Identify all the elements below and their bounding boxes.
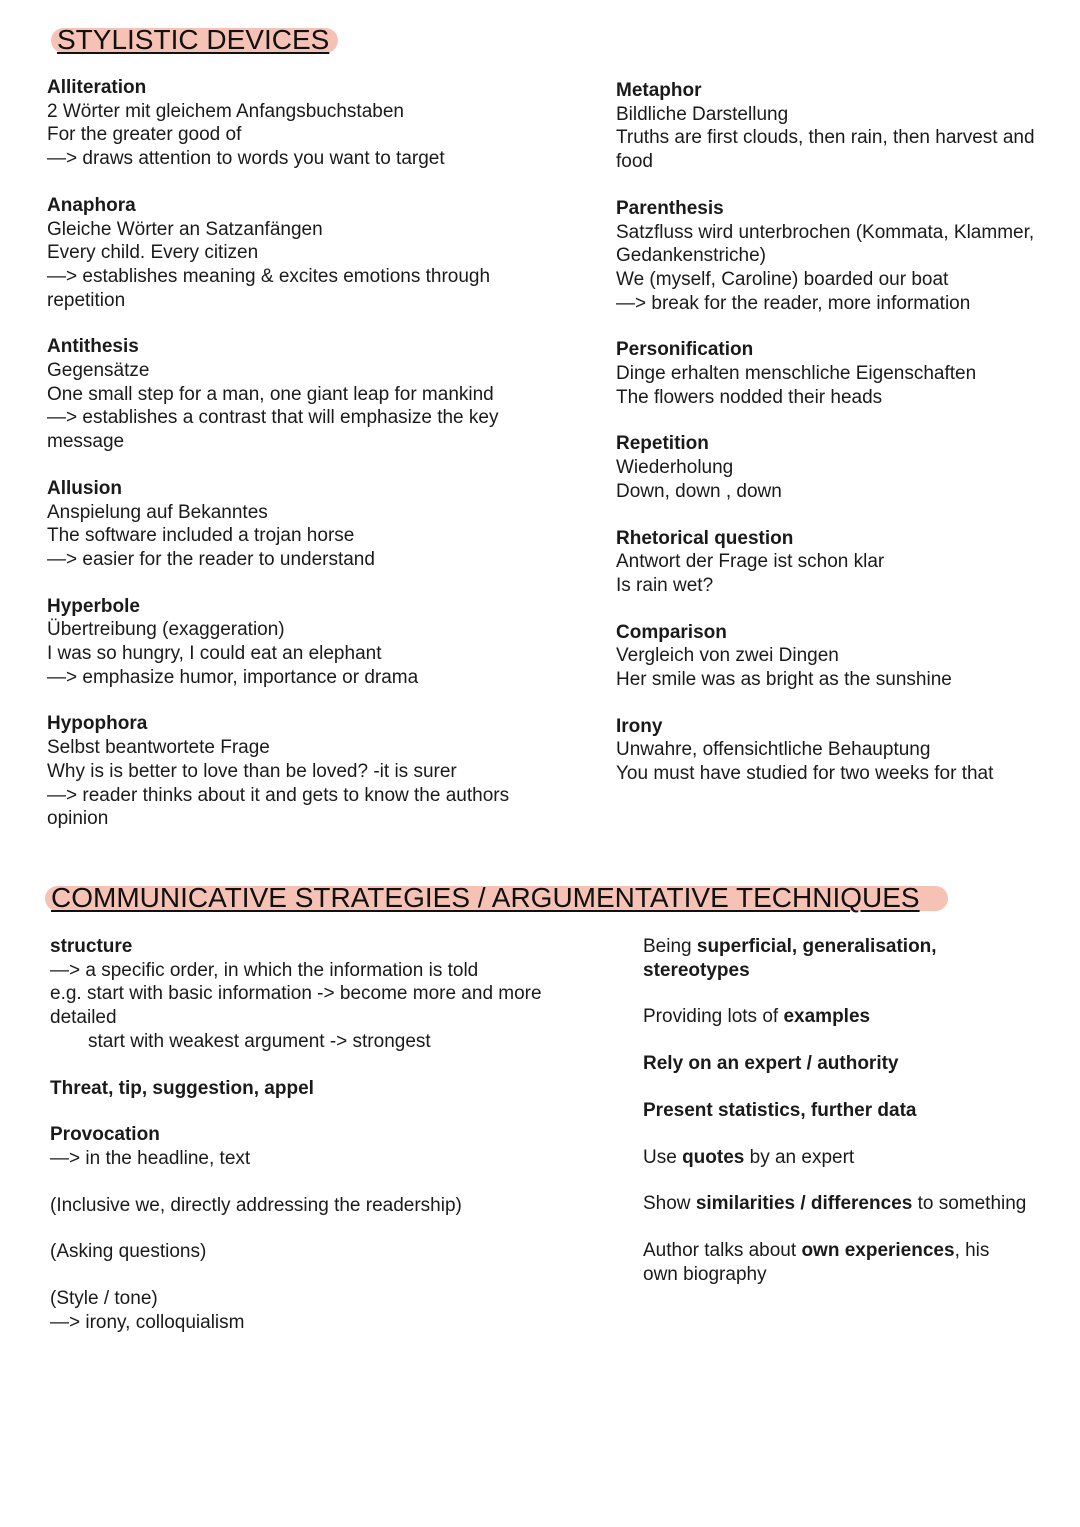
entry-rhetorical-question — [616, 527, 1066, 598]
entry-hypophora — [47, 712, 587, 831]
entry-quotes — [643, 1146, 1068, 1170]
entry-irony — [616, 715, 1066, 786]
entry-title: structure — [50, 936, 133, 957]
entry-line: —> break for the reader, more information — [616, 292, 971, 314]
entry-line: I was so hungry, I could eat an elephant — [47, 643, 382, 665]
entry-line — [643, 1192, 1068, 1216]
entry-line: —> establishes meaning & excites emotions through — [47, 265, 491, 287]
entry-line — [643, 1239, 1068, 1263]
text-plain: Being — [643, 936, 697, 957]
entry-alliteration — [47, 76, 587, 171]
entry-title: Anaphora — [47, 194, 136, 216]
entry-experiences — [643, 1239, 1068, 1286]
entry-metaphor — [616, 79, 1066, 174]
entry-title: Hypophora — [47, 713, 148, 735]
heading-text: COMMUNICATIVE STRATEGIES / ARGUMENTATIVE TECHNIQUES — [51, 882, 920, 913]
entry-title: Hyperbole — [47, 595, 140, 617]
entry-line: Anspielung auf Bekanntes — [47, 501, 268, 523]
entry-personification — [616, 338, 1066, 409]
entry-line: start with weakest argument -> strongest — [88, 1030, 431, 1052]
entry-line: message — [47, 431, 125, 453]
entry-title: Present statistics, further data — [643, 1099, 917, 1121]
entry-line: Why is is better to love than be loved? -it is surer — [47, 760, 457, 782]
entry-line: (Asking questions) — [50, 1241, 207, 1263]
text-bold: own experiences — [801, 1239, 955, 1261]
entry-line: —> easier for the reader to understand — [47, 548, 375, 570]
entry-line: e.g. start with basic information -> become more and more — [50, 983, 542, 1005]
entry-anaphora — [47, 194, 587, 313]
section-heading-stylistic-devices — [57, 24, 329, 56]
entry-line: own biography — [643, 1263, 767, 1285]
entry-line: Satzfluss wird unterbrochen (Kommata, Klammer, — [616, 221, 1035, 243]
entry-line: Wiederholung — [616, 457, 734, 479]
entry-comparison — [616, 621, 1066, 692]
entry-antithesis — [47, 335, 587, 454]
entry-allusion — [47, 477, 587, 572]
entry-inclusive-we — [50, 1194, 610, 1218]
entry-similarities — [643, 1192, 1068, 1216]
entry-title: Metaphor — [616, 80, 702, 101]
entry-line: Selbst beantwortete Frage — [47, 737, 270, 759]
entry-line: 2 Wörter mit gleichem Anfangsbuchstaben — [47, 100, 404, 122]
entry-line: One small step for a man, one giant leap for mankind — [47, 383, 494, 405]
entry-hyperbole — [47, 595, 587, 690]
entry-style-tone — [50, 1287, 610, 1334]
entry-examples — [643, 1005, 1068, 1029]
entry-line: The flowers nodded their heads — [616, 386, 883, 408]
entry-line: The software included a trojan horse — [47, 525, 355, 547]
entry-line — [643, 935, 1068, 959]
text-plain: Providing lots of — [643, 1006, 784, 1028]
text-bold: superficial, generalisation, — [696, 936, 937, 957]
entry-title: Threat, tip, suggestion, appel — [50, 1077, 314, 1099]
entry-line: —> a specific order, in which the information is told — [50, 959, 479, 981]
entry-title: Allusion — [47, 477, 122, 499]
entry-line — [643, 1005, 1068, 1029]
text-bold: quotes — [682, 1146, 745, 1168]
entry-line: repetition — [47, 289, 126, 311]
text-plain: to something — [912, 1193, 1027, 1215]
entry-line: —> draws attention to words you want to target — [47, 148, 445, 170]
entry-line: Übertreibung (exaggeration) — [47, 619, 285, 641]
entry-line: Vergleich von zwei Dingen — [616, 645, 839, 667]
entry-line: Gedankenstriche) — [616, 245, 766, 267]
entry-line: Antwort der Frage ist schon klar — [616, 551, 885, 573]
entry-expert — [643, 1052, 1068, 1076]
entry-line: —> establishes a contrast that will emphasize the key — [47, 407, 499, 429]
entry-line: For the greater good of — [47, 124, 242, 146]
entry-statistics — [643, 1099, 1068, 1123]
entry-line: You must have studied for two weeks for that — [616, 763, 994, 785]
entry-title: Irony — [616, 715, 663, 737]
entry-line: Her smile was as bright as the sunshine — [616, 669, 952, 691]
entry-line: Dinge erhalten menschliche Eigenschaften — [616, 363, 977, 385]
entry-line — [643, 1146, 1068, 1170]
entry-threat — [50, 1077, 610, 1101]
text-plain: Author talks about — [643, 1239, 802, 1261]
text-plain: Use — [643, 1146, 683, 1168]
entry-repetition — [616, 432, 1066, 503]
entry-line: —> irony, colloquialism — [50, 1311, 245, 1333]
text-bold: examples — [783, 1006, 871, 1028]
text-bold: stereotypes — [643, 959, 750, 981]
entry-line: Truths are first clouds, then rain, then harvest and — [616, 127, 1035, 149]
entry-structure — [50, 935, 610, 1054]
entry-title: Comparison — [616, 621, 727, 643]
entry-line: Bildliche Darstellung — [616, 103, 789, 125]
text-bold: similarities / differences — [695, 1193, 913, 1215]
entry-line: Down, down , down — [616, 480, 782, 502]
stylistic-right-column — [616, 79, 1066, 786]
entry-line — [643, 959, 1068, 983]
entry-line: —> emphasize humor, importance or drama — [47, 666, 419, 688]
entry-line: detailed — [50, 1007, 117, 1029]
entry-line: We (myself, Caroline) boarded our boat — [616, 268, 949, 290]
entry-parenthesis — [616, 197, 1066, 316]
entry-line: Is rain wet? — [616, 574, 714, 596]
entry-asking-questions — [50, 1240, 610, 1264]
stylistic-left-column — [47, 76, 587, 831]
communicative-right-column — [643, 935, 1068, 1286]
entry-line: —> in the headline, text — [50, 1147, 251, 1169]
section-heading-communicative-strategies — [51, 882, 920, 914]
text-plain: Show — [643, 1193, 696, 1215]
entry-line: food — [616, 151, 653, 173]
entry-title: Personification — [616, 339, 754, 361]
entry-title: Rhetorical question — [616, 527, 794, 549]
entry-title: Repetition — [616, 433, 709, 455]
entry-title: (Style / tone) — [50, 1288, 158, 1310]
entry-line: opinion — [47, 808, 109, 830]
entry-line: Gleiche Wörter an Satzanfängen — [47, 218, 323, 240]
entry-title: Parenthesis — [616, 197, 724, 219]
entry-title: Rely on an expert / authority — [643, 1053, 899, 1075]
entry-line: Gegensätze — [47, 360, 150, 382]
heading-text: STYLISTIC DEVICES — [57, 24, 330, 55]
entry-title: Provocation — [50, 1124, 160, 1146]
text-plain: , his — [954, 1239, 990, 1261]
entry-provocation — [50, 1123, 610, 1170]
entry-title: Antithesis — [47, 336, 139, 358]
entry-superficial — [643, 935, 1068, 982]
entry-line: (Inclusive we, directly addressing the readership) — [50, 1194, 462, 1216]
text-plain: by an expert — [744, 1146, 855, 1168]
entry-title: Alliteration — [47, 77, 147, 98]
entry-line: Every child. Every citizen — [47, 242, 259, 264]
communicative-left-column — [50, 935, 610, 1334]
entry-line: Unwahre, offensichtliche Behauptung — [616, 739, 931, 761]
entry-line: —> reader thinks about it and gets to know the authors — [47, 784, 510, 806]
